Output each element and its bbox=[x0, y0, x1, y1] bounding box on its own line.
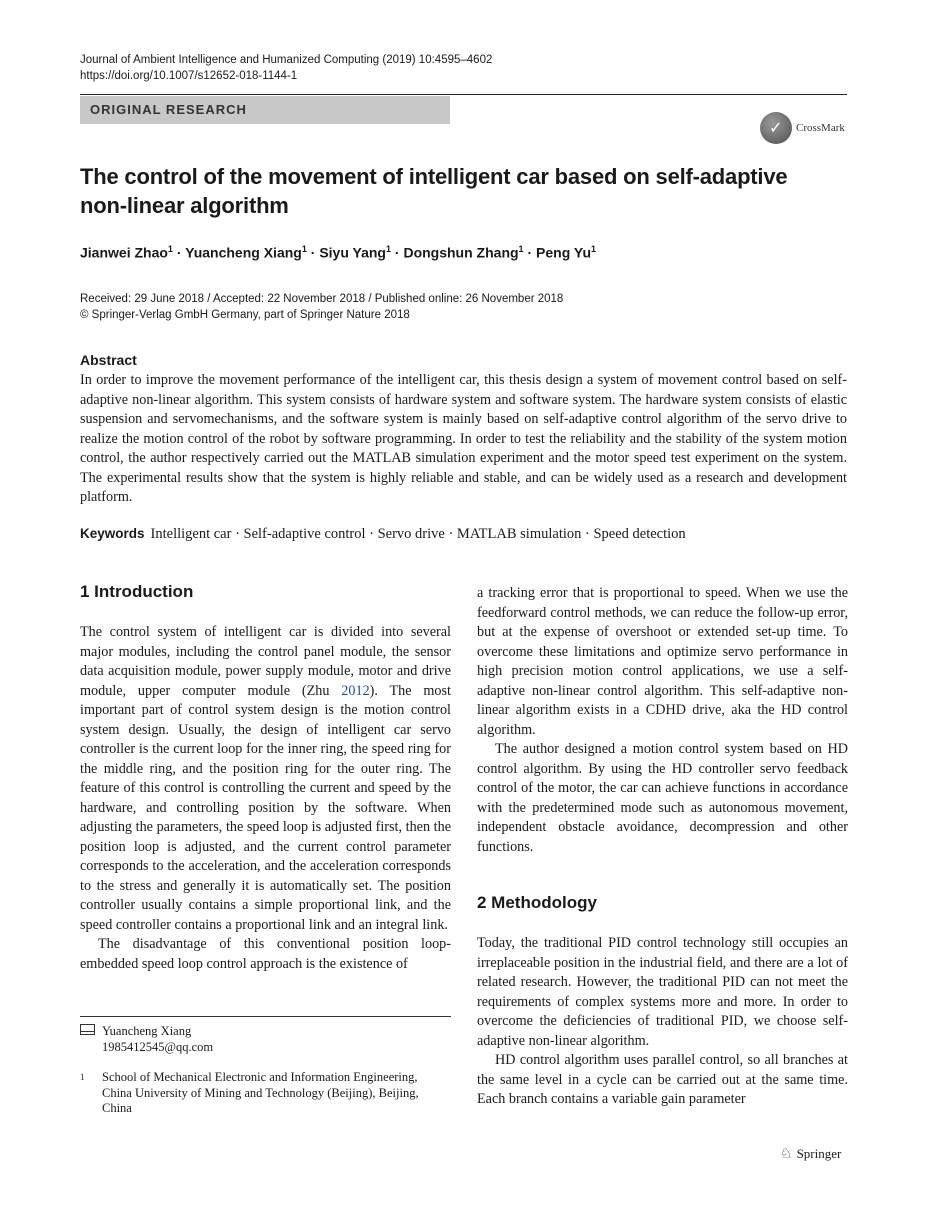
paragraph-text: ). The most important part of control system design is the motion control system design. Usually, the design of intelligent car servo controller is the current loop for the inner ring, the speed ring for the middle ring, and the position ring for the outer ring. The feature of this control is controlling the current and speed by the hardware, and controlling position by the software. When adjusting the parameters, the speed loop is adjusted first, then the position loop is adjusted, and the current control parameter corresponds to the acceleration, and the acceleration corresponds to the stress and generally it is automatically set. The position controller usually contains a simple proportional link, and the speed controller contains a proportional link and an integral link. bbox=[80, 682, 451, 933]
author-affiliation: 1 bbox=[591, 244, 597, 254]
affiliation-text: School of Mechanical Electronic and Information Engineering, China University of Mining and Technology (Beijing), Beijing, China bbox=[102, 1070, 419, 1115]
corresponding-author bbox=[80, 1023, 214, 1054]
paragraph: The disadvantage of this conventional position loop-embedded speed loop control approach is the existence of bbox=[80, 936, 451, 972]
publisher-name: Springer bbox=[796, 1146, 842, 1161]
section-heading-introduction: 1 Introduction bbox=[80, 582, 194, 601]
journal-header bbox=[80, 52, 492, 84]
author-name[interactable]: Jianwei Zhao bbox=[80, 244, 168, 261]
paragraph: HD control algorithm uses parallel control, so all branches at the same level in a cycle can be carried out at the same time. Each branch contains a variable gain parameter bbox=[477, 1052, 848, 1107]
paper-title bbox=[80, 162, 840, 220]
abstract-text: In order to improve the movement performance of the intelligent car, this thesis design a system of movement control based on self-adaptive non-linear algorithm. This system consists of hardware system and software system. The hardware system consists of elastic suspension and servomechanisms, and the software system is mainly based on self-adaptive control algorithm of the servo drive to realize the motion control of the robot by software programming. In order to test the reliability and the stability of the system motion control, the author respectively carried out the MATLAB simulation experiment and the motor speed test experiment on the system. The experimental results show that the system is highly reliable and stable, and can be widely used as a research and development platform. bbox=[80, 372, 847, 505]
methodology-body bbox=[477, 934, 848, 1110]
author-name[interactable]: Yuancheng Xiang bbox=[185, 244, 302, 261]
section-heading-methodology: 2 Methodology bbox=[477, 893, 597, 912]
crossmark-badge[interactable] bbox=[760, 112, 850, 146]
corresponding-author-name: Yuancheng Xiang bbox=[102, 1024, 192, 1038]
paragraph: Today, the traditional PID control technology still occupies an irreplaceable position in the industrial field, and there are a lot of related research. However, the traditional PID can not meet the requirements of complex systems more and more. In order to overcome the deficiencies of traditional PID, we choose self-adaptive non-linear algorithm. bbox=[477, 935, 848, 1049]
author-name[interactable]: Peng Yu bbox=[536, 244, 591, 261]
envelope-icon bbox=[80, 1024, 95, 1035]
header-rule bbox=[80, 94, 847, 95]
author-name[interactable]: Siyu Yang bbox=[319, 244, 386, 261]
affiliation-number: 1 bbox=[80, 1072, 85, 1082]
title-line-1: The control of the movement of intelligent car based on self-adaptive bbox=[80, 164, 788, 189]
paragraph: a tracking error that is proportional to speed. When we use the feedforward control methods, we can reduce the follow-up error, but at the expense of overshoot or extended set-up time. To overcome these limitations and optimize servo performance in high precision motion control applications, we use a self-adaptive non-linear control algorithm. This self-adaptive non-linear algorithm exists in a CDHD drive, aka the HD control algorithm. bbox=[477, 585, 848, 738]
keywords-label: Keywords bbox=[80, 526, 145, 541]
corresponding-author-email[interactable]: 1985412545@qq.com bbox=[102, 1040, 214, 1054]
paragraph: The author designed a motion control system based on HD control algorithm. By using the HD controller servo feedback control of the motor, the car can achieve functions in accordance with the predetermined mode such as autonomous movement, independent obstacle avoidance, decompression and other functions. bbox=[477, 741, 848, 855]
title-line-2: non-linear algorithm bbox=[80, 193, 289, 218]
author-affiliation: 1 bbox=[385, 244, 391, 254]
journal-citation: Journal of Ambient Intelligence and Humanized Computing (2019) 10:4595–4602 bbox=[80, 54, 493, 66]
introduction-right-column bbox=[477, 584, 848, 857]
author-name[interactable]: Dongshun Zhang bbox=[403, 244, 519, 261]
abstract-heading: Abstract bbox=[80, 352, 137, 368]
section-label: ORIGINAL RESEARCH bbox=[90, 102, 247, 117]
keywords-list: Intelligent car · Self-adaptive control · Servo drive · MATLAB simulation · Speed detection bbox=[150, 526, 686, 542]
footnote-rule bbox=[80, 1016, 451, 1017]
author-affiliation: 1 bbox=[167, 244, 173, 254]
author-affiliation: 1 bbox=[518, 244, 524, 254]
author-affiliation: 1 bbox=[301, 244, 307, 254]
springer-horse-icon: ♘ bbox=[780, 1147, 793, 1162]
paragraph bbox=[80, 623, 451, 935]
doi-link[interactable]: https://doi.org/10.1007/s12652-018-1144-1 bbox=[80, 70, 298, 82]
keywords bbox=[80, 526, 847, 543]
citation-link[interactable]: 2012 bbox=[341, 682, 370, 699]
crossmark-label: CrossMark bbox=[796, 122, 845, 134]
introduction-left-column bbox=[80, 623, 451, 974]
publication-dates bbox=[80, 291, 563, 323]
author-list: Jianwei Zhao$^1$ · Yuancheng Xiang$^1$ · Siyu Yang$^1$ · Dongshun Zhang$^1$ · Peng Yu$^1$ bbox=[80, 244, 597, 261]
paragraph-text: The control system of intelligent car is divided into several major modules, including the control panel module, the sensor data acquisition module, power supply module, motor and drive module, upper computer module (Zhu bbox=[80, 624, 451, 699]
history-dates: Received: 29 June 2018 / Accepted: 22 November 2018 / Published online: 26 November 2018 bbox=[80, 293, 564, 305]
copyright: © Springer-Verlag GmbH Germany, part of Springer Nature 2018 bbox=[80, 309, 410, 321]
crossmark-icon: ✓ bbox=[760, 112, 792, 144]
publisher-logo bbox=[780, 1146, 841, 1163]
